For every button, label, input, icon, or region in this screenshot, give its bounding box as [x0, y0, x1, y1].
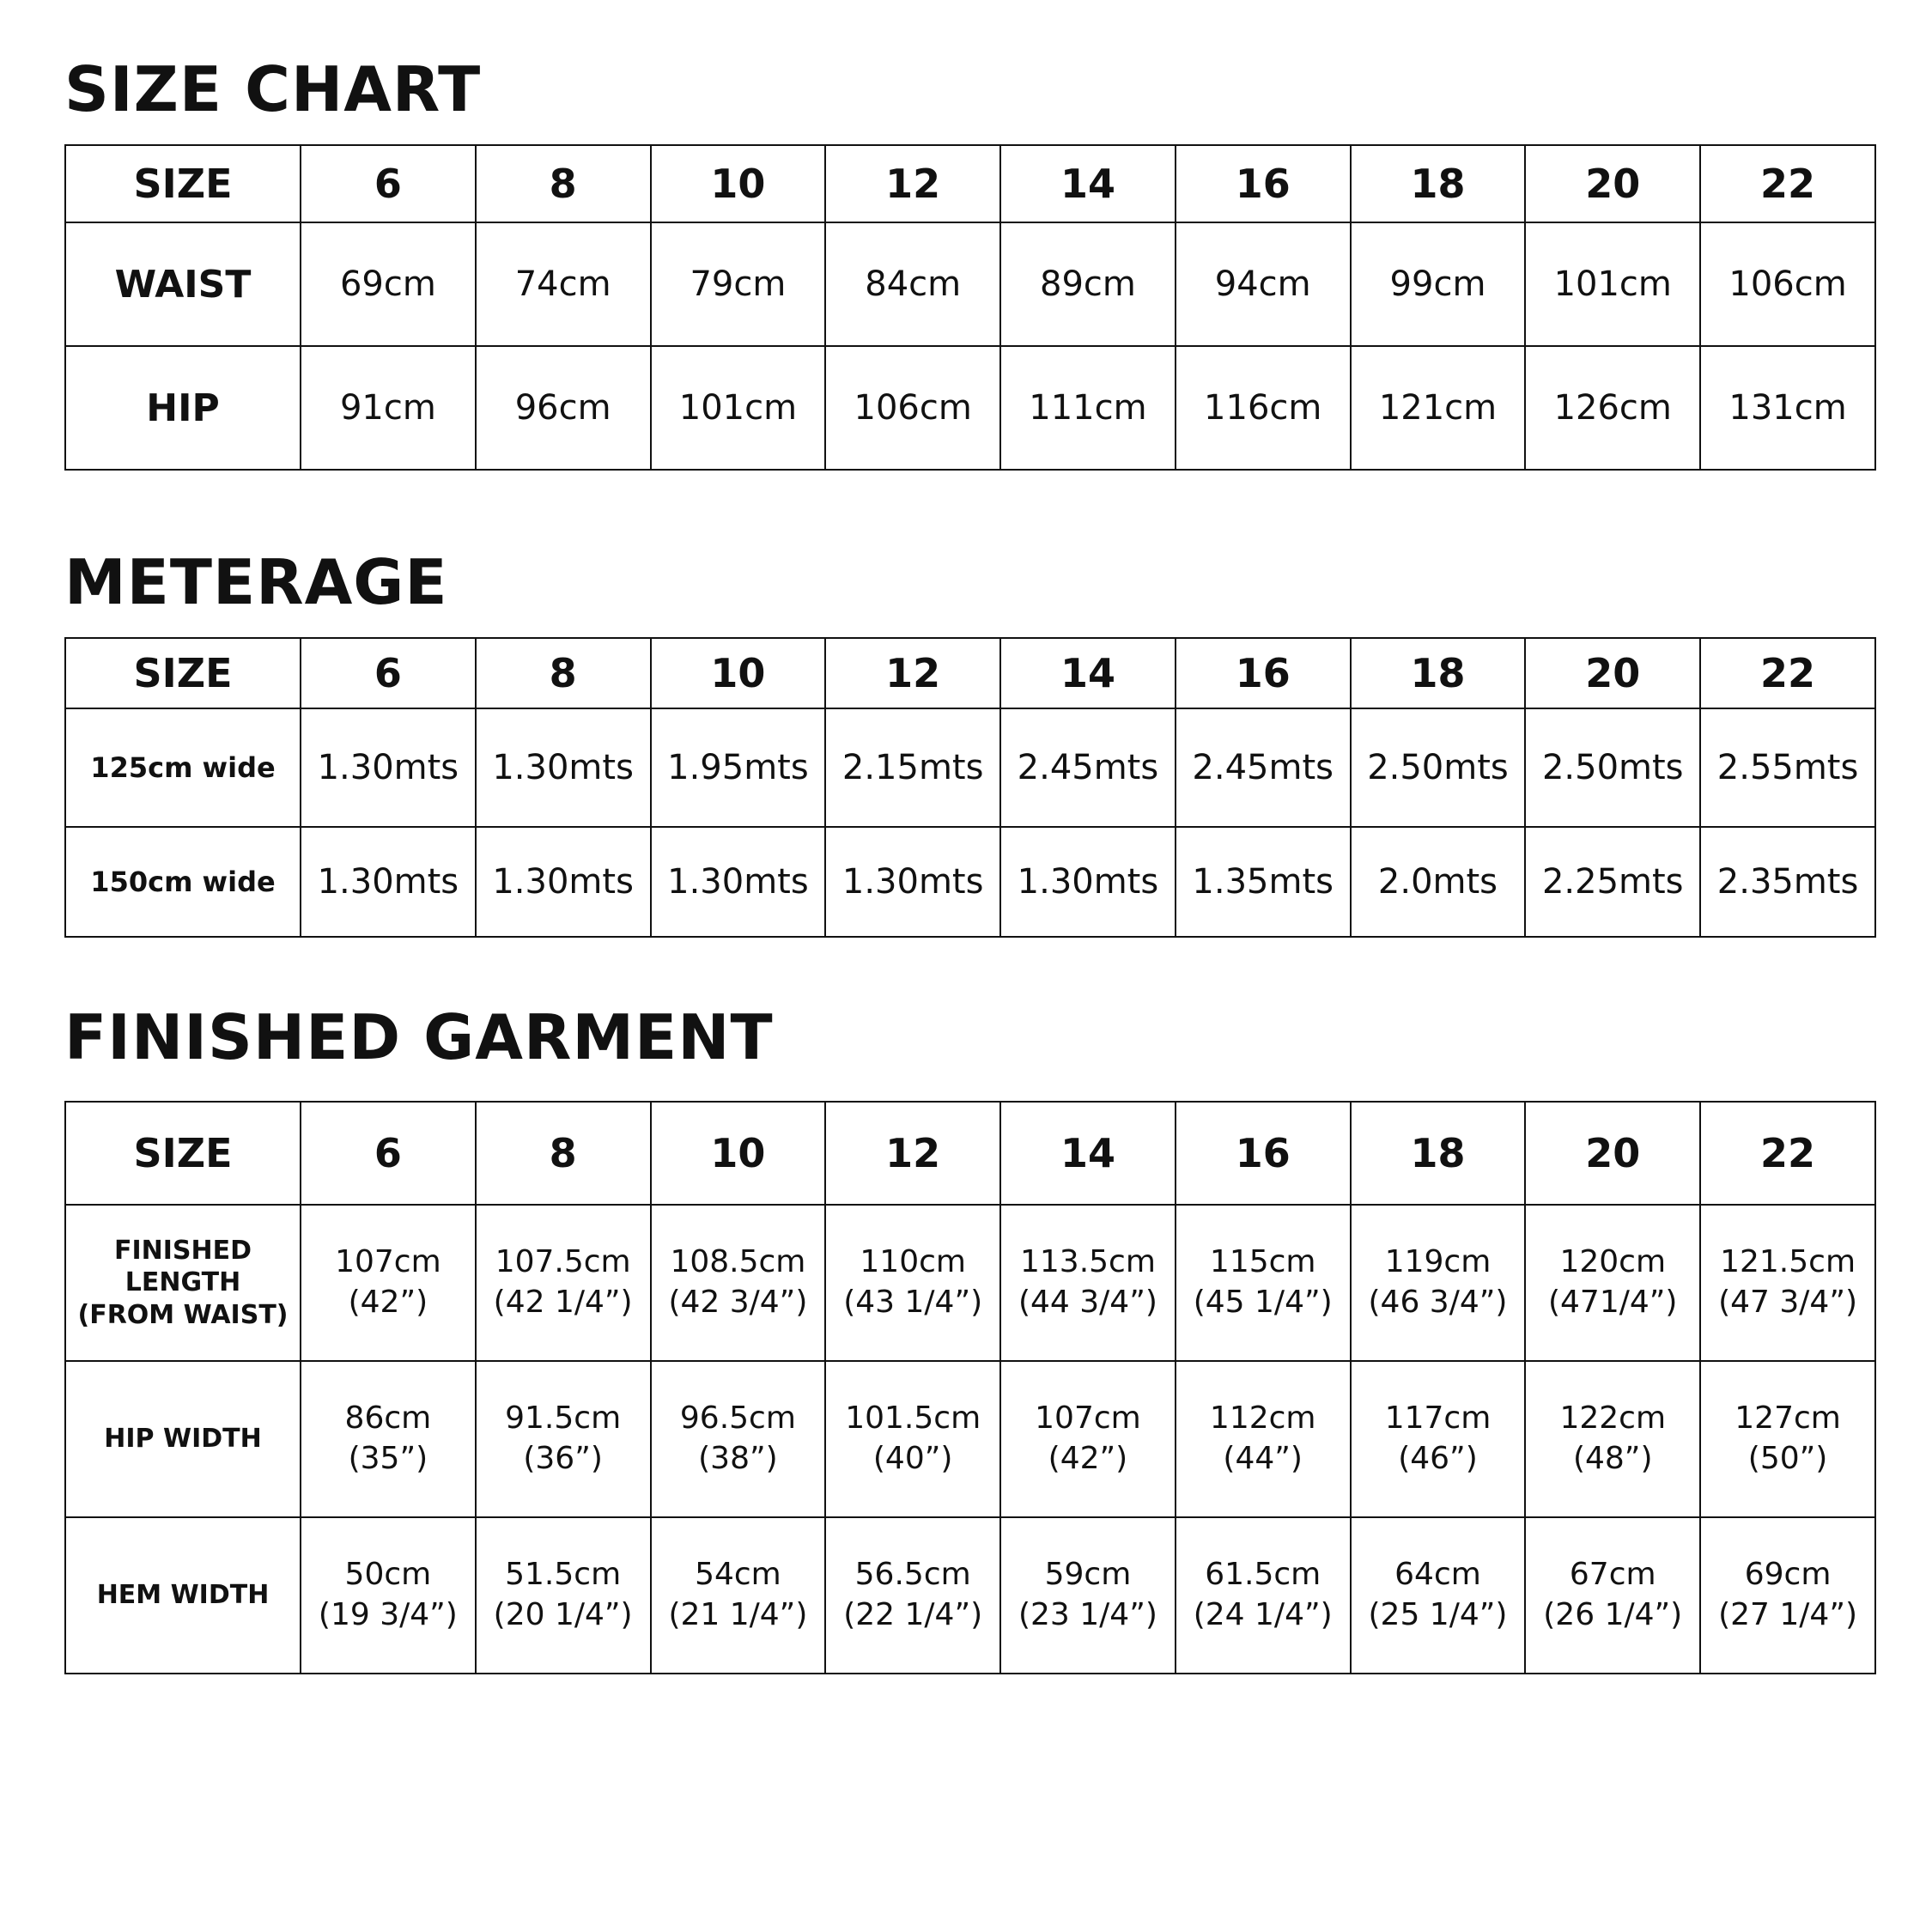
inch-value: (42”)	[348, 1285, 428, 1320]
size-chart-title: SIZE CHART	[64, 53, 482, 125]
cm-value: 64cm	[1394, 1557, 1481, 1593]
size-header-cell: 10	[651, 145, 826, 222]
cm-value: 56.5cm	[854, 1557, 971, 1593]
table-cell	[651, 1517, 826, 1674]
row-label-line: HEM WIDTH	[96, 1580, 270, 1611]
cm-value: 101.5cm	[845, 1400, 981, 1437]
cm-value: 127cm	[1735, 1400, 1841, 1437]
table-row	[65, 1205, 1875, 1361]
row-label-line: HIP WIDTH	[104, 1424, 262, 1455]
size-header-cell: 14	[1000, 638, 1176, 708]
inch-value: (21 1/4”)	[668, 1597, 808, 1632]
cm-value: 110cm	[860, 1244, 966, 1280]
table-cell	[1700, 1517, 1875, 1674]
table-cell	[651, 1205, 826, 1361]
size-header-cell: 16	[1176, 638, 1351, 708]
table-cell: 116cm	[1176, 346, 1351, 470]
table-cell	[651, 1361, 826, 1517]
table-cell: 99cm	[1351, 222, 1526, 346]
finished-garment-table	[64, 1101, 1876, 1674]
inch-value: (23 1/4”)	[1018, 1597, 1157, 1632]
inch-value: (22 1/4”)	[843, 1597, 983, 1632]
inch-value: (38”)	[698, 1441, 778, 1476]
cm-value: 117cm	[1384, 1400, 1492, 1437]
table-row	[65, 346, 1875, 470]
cm-value: 121.5cm	[1720, 1244, 1856, 1280]
cm-value: 120cm	[1559, 1244, 1667, 1280]
table-cell: 101cm	[1525, 222, 1700, 346]
row-label-waist: WAIST	[65, 222, 301, 346]
table-row	[65, 708, 1875, 827]
size-header-cell: 16	[1176, 145, 1351, 222]
meterage-title: METERAGE	[64, 546, 448, 618]
table-cell: 2.35mts	[1700, 827, 1875, 937]
size-header-cell: 20	[1525, 145, 1700, 222]
size-header-cell: 20	[1525, 638, 1700, 708]
inch-value: (25 1/4”)	[1368, 1597, 1508, 1632]
size-header-label: SIZE	[65, 1102, 301, 1205]
inch-value: (26 1/4”)	[1543, 1597, 1683, 1632]
table-cell	[1525, 1517, 1700, 1674]
table-cell: 121cm	[1351, 346, 1526, 470]
table-cell	[476, 1205, 651, 1361]
inch-value: (35”)	[348, 1441, 428, 1476]
table-cell: 131cm	[1700, 346, 1875, 470]
table-cell: 106cm	[1700, 222, 1875, 346]
row-label-hem-width	[65, 1517, 301, 1674]
row-label-150cm-wide: 150cm wide	[65, 827, 301, 937]
finished-header-row	[65, 1102, 1875, 1205]
row-label-line: (FROM WAIST)	[77, 1299, 289, 1330]
size-chart-header-row	[65, 145, 1875, 222]
table-cell: 101cm	[651, 346, 826, 470]
table-cell: 111cm	[1000, 346, 1176, 470]
table-cell: 2.15mts	[825, 708, 1000, 827]
cm-value: 108.5cm	[670, 1244, 806, 1280]
size-header-cell: 12	[825, 638, 1000, 708]
cm-value: 122cm	[1559, 1400, 1667, 1437]
size-header-cell: 6	[301, 145, 476, 222]
table-cell	[825, 1517, 1000, 1674]
cm-value: 113.5cm	[1019, 1244, 1156, 1280]
cm-value: 86cm	[344, 1400, 432, 1437]
table-cell: 89cm	[1000, 222, 1176, 346]
inch-value: (24 1/4”)	[1193, 1597, 1333, 1632]
table-cell: 1.30mts	[1000, 827, 1176, 937]
cm-value: 115cm	[1209, 1244, 1316, 1280]
table-row	[65, 1517, 1875, 1674]
inch-value: (46 3/4”)	[1368, 1285, 1508, 1320]
cm-value: 61.5cm	[1205, 1557, 1321, 1593]
table-cell: 84cm	[825, 222, 1000, 346]
table-cell: 2.45mts	[1176, 708, 1351, 827]
table-cell: 69cm	[301, 222, 476, 346]
row-label-hip-width	[65, 1361, 301, 1517]
table-cell	[301, 1517, 476, 1674]
size-header-cell: 22	[1700, 638, 1875, 708]
inch-value: (45 1/4”)	[1193, 1285, 1333, 1320]
table-cell: 2.50mts	[1525, 708, 1700, 827]
cm-value: 107cm	[1035, 1400, 1141, 1437]
size-header-cell: 12	[825, 145, 1000, 222]
table-cell: 2.50mts	[1351, 708, 1526, 827]
size-header-cell: 10	[651, 1102, 826, 1205]
size-header-cell: 8	[476, 638, 651, 708]
inch-value: (27 1/4”)	[1718, 1597, 1858, 1632]
size-header-cell: 18	[1351, 145, 1526, 222]
size-header-cell: 16	[1176, 1102, 1351, 1205]
inch-value: (48”)	[1572, 1441, 1653, 1476]
cm-value: 107.5cm	[495, 1244, 631, 1280]
cm-value: 96.5cm	[679, 1400, 796, 1437]
size-header-cell: 14	[1000, 1102, 1176, 1205]
table-cell	[1000, 1517, 1176, 1674]
row-label-hip: HIP	[65, 346, 301, 470]
table-cell: 2.0mts	[1351, 827, 1526, 937]
size-header-label: SIZE	[65, 638, 301, 708]
size-header-cell: 18	[1351, 1102, 1526, 1205]
row-label-125cm-wide: 125cm wide	[65, 708, 301, 827]
table-cell: 1.30mts	[825, 827, 1000, 937]
size-header-cell: 18	[1351, 638, 1526, 708]
table-cell	[1351, 1361, 1526, 1517]
table-cell	[825, 1205, 1000, 1361]
inch-value: (47 3/4”)	[1718, 1285, 1858, 1320]
size-header-label: SIZE	[65, 145, 301, 222]
table-cell	[1525, 1361, 1700, 1517]
table-cell: 106cm	[825, 346, 1000, 470]
cm-value: 51.5cm	[505, 1557, 622, 1593]
inch-value: (36”)	[523, 1441, 603, 1476]
inch-value: (44”)	[1223, 1441, 1303, 1476]
table-cell: 2.55mts	[1700, 708, 1875, 827]
size-header-cell: 12	[825, 1102, 1000, 1205]
cm-value: 112cm	[1209, 1400, 1316, 1437]
inch-value: (42 3/4”)	[668, 1285, 808, 1320]
table-cell	[1351, 1517, 1526, 1674]
size-header-cell: 22	[1700, 145, 1875, 222]
size-header-cell: 20	[1525, 1102, 1700, 1205]
table-cell: 126cm	[1525, 346, 1700, 470]
inch-value: (471/4”)	[1547, 1285, 1678, 1320]
table-cell: 2.25mts	[1525, 827, 1700, 937]
table-cell	[825, 1361, 1000, 1517]
size-header-cell: 22	[1700, 1102, 1875, 1205]
row-label-line: FINISHED	[113, 1235, 252, 1266]
table-cell: 74cm	[476, 222, 651, 346]
cm-value: 69cm	[1744, 1557, 1832, 1593]
row-label-line: LENGTH	[125, 1267, 241, 1298]
table-cell: 94cm	[1176, 222, 1351, 346]
inch-value: (19 3/4”)	[318, 1597, 458, 1632]
table-row	[65, 222, 1875, 346]
inch-value: (50”)	[1747, 1441, 1828, 1476]
cm-value: 67cm	[1569, 1557, 1656, 1593]
cm-value: 91.5cm	[505, 1400, 622, 1437]
table-cell	[1176, 1517, 1351, 1674]
table-cell	[1000, 1205, 1176, 1361]
size-header-cell: 8	[476, 1102, 651, 1205]
table-row	[65, 1361, 1875, 1517]
finished-garment-title: FINISHED GARMENT	[64, 1001, 774, 1073]
inch-value: (43 1/4”)	[843, 1285, 983, 1320]
inch-value: (44 3/4”)	[1018, 1285, 1157, 1320]
table-cell: 1.30mts	[301, 708, 476, 827]
table-cell	[1700, 1361, 1875, 1517]
cm-value: 107cm	[335, 1244, 441, 1280]
table-cell: 2.45mts	[1000, 708, 1176, 827]
inch-value: (40”)	[872, 1441, 953, 1476]
table-cell: 79cm	[651, 222, 826, 346]
cm-value: 59cm	[1044, 1557, 1132, 1593]
table-row	[65, 827, 1875, 937]
size-chart-table	[64, 144, 1876, 471]
table-cell	[476, 1517, 651, 1674]
row-label-finished-length	[65, 1205, 301, 1361]
table-cell: 96cm	[476, 346, 651, 470]
table-cell: 1.95mts	[651, 708, 826, 827]
table-cell	[1000, 1361, 1176, 1517]
size-header-cell: 6	[301, 1102, 476, 1205]
table-cell	[1176, 1361, 1351, 1517]
table-cell	[301, 1361, 476, 1517]
inch-value: (42 1/4”)	[493, 1285, 633, 1320]
inch-value: (46”)	[1398, 1441, 1478, 1476]
table-cell	[1525, 1205, 1700, 1361]
meterage-header-row	[65, 638, 1875, 708]
table-cell: 91cm	[301, 346, 476, 470]
table-cell	[1700, 1205, 1875, 1361]
table-cell: 1.30mts	[476, 827, 651, 937]
table-cell: 1.30mts	[301, 827, 476, 937]
table-cell	[301, 1205, 476, 1361]
size-header-cell: 14	[1000, 145, 1176, 222]
cm-value: 54cm	[695, 1557, 781, 1593]
cm-value: 50cm	[344, 1557, 432, 1593]
table-cell	[1351, 1205, 1526, 1361]
size-header-cell: 6	[301, 638, 476, 708]
table-cell: 1.30mts	[651, 827, 826, 937]
meterage-table	[64, 637, 1876, 938]
inch-value: (42”)	[1048, 1441, 1128, 1476]
table-cell	[1176, 1205, 1351, 1361]
table-cell	[476, 1361, 651, 1517]
size-header-cell: 10	[651, 638, 826, 708]
size-header-cell: 8	[476, 145, 651, 222]
table-cell: 1.35mts	[1176, 827, 1351, 937]
cm-value: 119cm	[1384, 1244, 1492, 1280]
inch-value: (20 1/4”)	[493, 1597, 633, 1632]
table-cell: 1.30mts	[476, 708, 651, 827]
